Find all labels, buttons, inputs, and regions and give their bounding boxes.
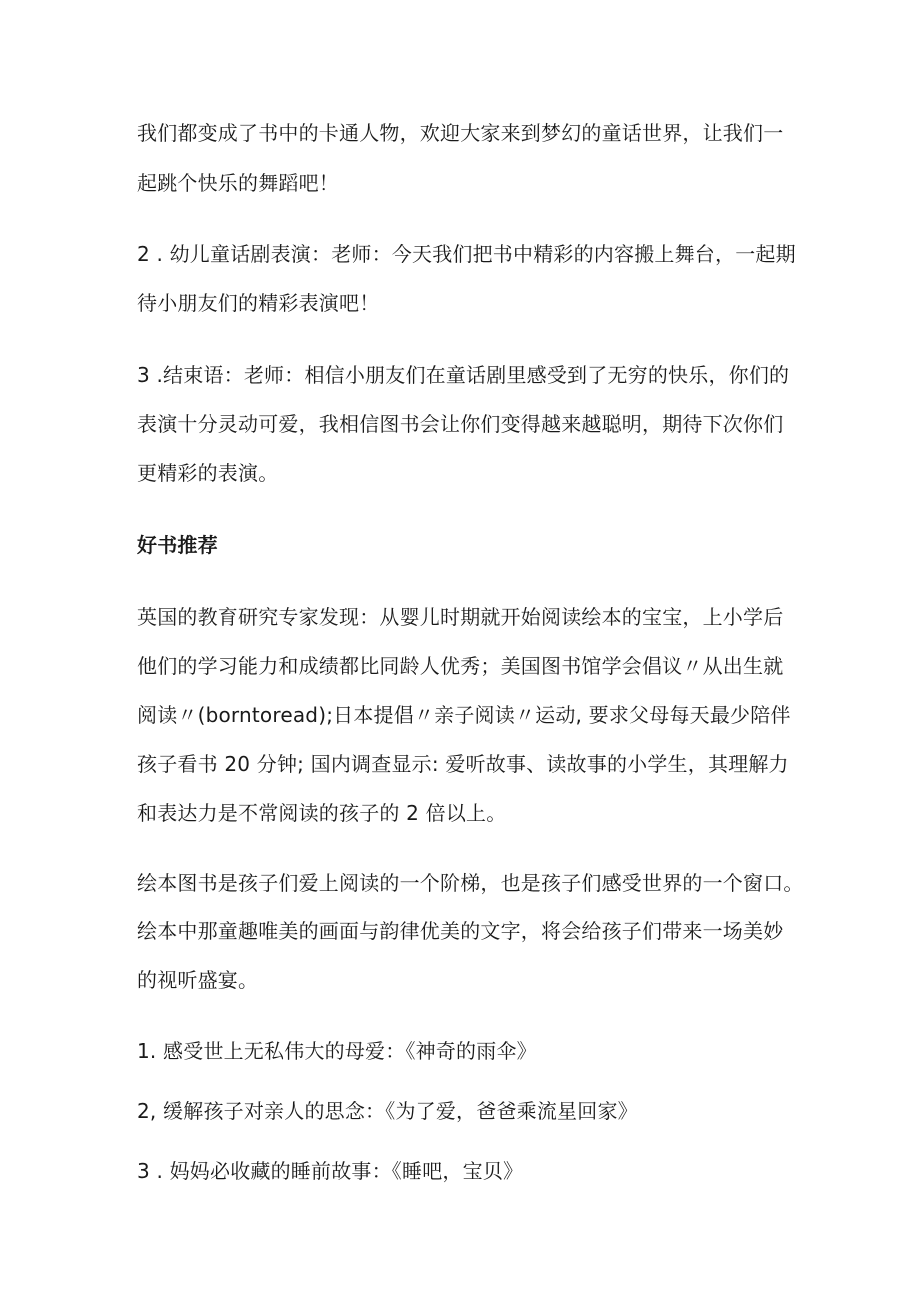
item3-line-3: 更精彩的表演。 bbox=[137, 461, 279, 485]
list-item: 2, 缓解孩子对亲人的思念：《为了爱，爸爸乘流星回家》 bbox=[137, 1099, 638, 1123]
research-line-4: 孩子看书 20 分钟; 国内调查显示: 爱听故事、读故事的小学生，其理解力 bbox=[137, 752, 789, 776]
item2-line-2: 待小朋友们的精彩表演吧！ bbox=[137, 291, 380, 315]
list-item: 1. 感受世上无私伟大的母爱：《神奇的雨伞》 bbox=[137, 1039, 537, 1063]
research-line-2: 他们的学习能力和成绩都比同龄人优秀；美国图书馆学会倡议〃从出生就 bbox=[137, 654, 784, 678]
list-item: 3 . 妈妈必收藏的睡前故事：《睡吧，宝贝》 bbox=[137, 1159, 524, 1183]
research-line-5: 和表达力是不常阅读的孩子的 2 倍以上。 bbox=[137, 801, 507, 825]
item3-line-1: 3 .结束语：老师：相信小朋友们在童话剧里感受到了无穷的快乐，你们的 bbox=[137, 363, 790, 387]
research-line-1: 英国的教育研究专家发现：从婴儿时期就开始阅读绘本的宝宝，上小学后 bbox=[137, 605, 784, 629]
picturebook-line-1: 绘本图书是孩子们爱上阅读的一个阶梯，也是孩子们感受世界的一个窗口。 bbox=[137, 871, 804, 895]
intro-line-1: 我们都变成了书中的卡通人物，欢迎大家来到梦幻的童话世界，让我们一 bbox=[137, 121, 784, 145]
item2-line-1: 2 . 幼儿童话剧表演：老师：今天我们把书中精彩的内容搬上舞台，一起期 bbox=[137, 242, 796, 266]
picturebook-line-3: 的视听盛宴。 bbox=[137, 968, 259, 992]
intro-line-2: 起跳个快乐的舞蹈吧！ bbox=[137, 171, 339, 195]
picturebook-line-2: 绘本中那童趣唯美的画面与韵律优美的文字，将会给孩子们带来一场美妙 bbox=[137, 919, 784, 943]
section-heading: 好书推荐 bbox=[137, 533, 218, 557]
research-line-3: 阅读〃(borntoread);日本提倡〃亲子阅读〃运动, 要求父母每天最少陪伴 bbox=[137, 703, 791, 727]
item3-line-2: 表演十分灵动可爱，我相信图书会让你们变得越来越聪明，期待下次你们 bbox=[137, 412, 784, 436]
